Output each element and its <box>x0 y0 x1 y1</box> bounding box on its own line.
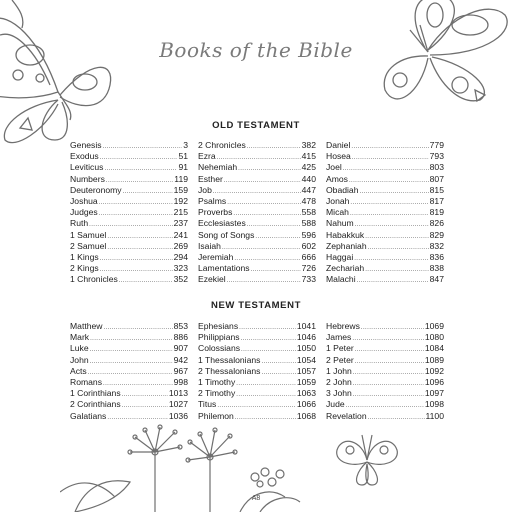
book-name: Daniel <box>326 140 351 150</box>
page-number-ref: 1098 <box>424 399 444 410</box>
book-name: Numbers <box>70 173 105 184</box>
book-name: Jeremiah <box>198 251 234 262</box>
book-name: 2 Peter <box>326 354 354 365</box>
new-testament-column-3 <box>326 321 444 422</box>
page-number-ref: 1063 <box>296 388 316 399</box>
book-name: Zechariah <box>326 263 365 274</box>
book-name: Hosea <box>326 151 351 162</box>
page-number-ref: 819 <box>429 207 444 218</box>
toc-entry <box>326 274 444 285</box>
toc-entry <box>70 230 188 241</box>
page-number-ref: 269 <box>173 240 188 251</box>
page-number-ref: 1046 <box>296 332 316 343</box>
page-title: Books of the Bible <box>159 38 353 62</box>
book-name: Psalms <box>198 195 227 206</box>
page-number-ref: 159 <box>173 184 188 195</box>
book-name: 2 Corinthians <box>70 399 121 410</box>
page-number-ref: 119 <box>174 173 188 184</box>
book-name: Joel <box>326 162 342 173</box>
book-name: Esther <box>198 173 223 184</box>
book-name: Colossians <box>198 343 241 354</box>
toc-entry <box>326 140 444 151</box>
page-number-ref: 3 <box>183 140 188 150</box>
page-number-ref: 1097 <box>424 388 444 399</box>
book-name: 3 John <box>326 388 352 399</box>
book-name: 1 Samuel <box>70 229 107 240</box>
page-number-ref: 91 <box>178 162 188 173</box>
toc-entry <box>198 332 316 343</box>
page-number-ref: 588 <box>301 218 316 229</box>
toc-entry <box>198 207 316 218</box>
toc-entry <box>70 366 188 377</box>
book-name: James <box>326 332 352 343</box>
book-name: Galatians <box>70 410 107 421</box>
toc-entry <box>198 241 316 252</box>
toc-entry <box>326 162 444 173</box>
toc-entry <box>198 252 316 263</box>
book-name: Lamentations <box>198 263 250 274</box>
toc-entry <box>198 366 316 377</box>
page-number-ref: 1059 <box>296 376 316 387</box>
book-name: Jonah <box>326 195 350 206</box>
page-number-ref: 803 <box>429 162 444 173</box>
page-number-ref: 192 <box>173 195 188 206</box>
page-number-ref: 1066 <box>296 399 316 410</box>
book-name: 2 Timothy <box>198 388 236 399</box>
book-name: Micah <box>326 207 349 218</box>
book-name: Nahum <box>326 218 354 229</box>
book-name: Nehemiah <box>198 162 238 173</box>
toc-entry <box>198 151 316 162</box>
old-testament-heading: OLD TESTAMENT <box>212 120 300 131</box>
book-name: Hebrews <box>326 321 360 331</box>
toc-entry <box>70 196 188 207</box>
page-number-ref: 815 <box>429 184 444 195</box>
toc-entry <box>326 185 444 196</box>
page-number-ref: 602 <box>301 240 316 251</box>
toc-entry <box>326 174 444 185</box>
page-number-ref: 1100 <box>425 410 444 421</box>
page-number-ref: 832 <box>429 240 444 251</box>
book-name: Proverbs <box>198 207 233 218</box>
page-number-ref: 853 <box>173 321 188 331</box>
page-number-ref: 1069 <box>424 321 444 331</box>
book-name: Genesis <box>70 140 102 150</box>
page-number-ref: 478 <box>301 195 316 206</box>
toc-entry <box>326 321 444 332</box>
toc-entry <box>70 151 188 162</box>
book-name: Job <box>198 184 212 195</box>
page-number-ref: 1041 <box>296 321 316 331</box>
book-name: Joshua <box>70 195 98 206</box>
page-number-ref: 967 <box>173 365 188 376</box>
book-name: Habakkuk <box>326 229 365 240</box>
book-name: 2 Kings <box>70 263 99 274</box>
toc-entry <box>70 355 188 366</box>
toc-entry <box>326 230 444 241</box>
book-name: Acts <box>70 365 87 376</box>
dot-leader <box>357 274 429 287</box>
old-testament-column-2 <box>198 140 316 285</box>
toc-entry <box>70 321 188 332</box>
book-name: Jude <box>326 399 345 410</box>
book-name: Ezekiel <box>198 274 226 285</box>
book-name: Romans <box>70 376 102 387</box>
page-number-ref: 425 <box>301 162 316 173</box>
toc-entry <box>198 321 316 332</box>
page-number-ref: 323 <box>173 263 188 274</box>
page-number-ref: 942 <box>173 354 188 365</box>
toc-entry <box>326 196 444 207</box>
toc-entry <box>198 411 316 422</box>
new-testament-column-1 <box>70 321 188 422</box>
toc-entry <box>198 263 316 274</box>
new-testament-column-2 <box>198 321 316 422</box>
toc-entry <box>198 162 316 173</box>
toc-entry <box>198 174 316 185</box>
page-number-ref: 1080 <box>424 332 444 343</box>
toc-entry <box>198 230 316 241</box>
page-number-ref: 352 <box>173 274 188 285</box>
page-number-ref: 382 <box>301 140 316 150</box>
page-number-ref: 440 <box>301 173 316 184</box>
book-name: Ephesians <box>198 321 239 331</box>
page-number-ref: 215 <box>173 207 188 218</box>
page-number-ref: 817 <box>429 195 444 206</box>
book-name: Ezra <box>198 151 216 162</box>
toc-entry <box>326 252 444 263</box>
book-name: John <box>70 354 89 365</box>
page-number-ref: 1084 <box>424 343 444 354</box>
dot-leader <box>227 274 301 287</box>
page-number-ref: 847 <box>429 274 444 285</box>
page-number-ref: 1096 <box>424 376 444 387</box>
toc-entry <box>70 399 188 410</box>
book-name: 2 Chronicles <box>198 140 246 150</box>
page-number-ref: 998 <box>173 376 188 387</box>
toc-entry <box>326 241 444 252</box>
page-number-ref: 415 <box>301 151 316 162</box>
book-name: Revelation <box>326 410 367 421</box>
toc-entry <box>326 388 444 399</box>
book-name: Amos <box>326 173 348 184</box>
book-name: Deuteronomy <box>70 184 122 195</box>
toc-entry <box>70 140 188 151</box>
page-number-ref: 1092 <box>424 365 444 376</box>
book-name: Mark <box>70 332 90 343</box>
new-testament-heading: NEW TESTAMENT <box>211 300 301 311</box>
toc-entry <box>326 366 444 377</box>
book-name: Luke <box>70 343 89 354</box>
page-number-ref: 826 <box>429 218 444 229</box>
book-name: Song of Songs <box>198 229 255 240</box>
book-name: Matthew <box>70 321 103 331</box>
page-number-ref: 1013 <box>168 388 188 399</box>
page-number-ref: 793 <box>429 151 444 162</box>
toc-entry <box>70 332 188 343</box>
page-number-ref: 1027 <box>168 399 188 410</box>
toc-entry <box>198 388 316 399</box>
page-number-ref: 241 <box>173 229 188 240</box>
toc-entry <box>70 174 188 185</box>
book-name: 2 Thessalonians <box>198 365 261 376</box>
toc-entry <box>198 140 316 151</box>
toc-entry <box>198 377 316 388</box>
page-number-ref: 807 <box>429 173 444 184</box>
toc-entry <box>198 399 316 410</box>
book-name: 1 Kings <box>70 251 99 262</box>
toc-entry <box>198 274 316 285</box>
page-number-ref: 51 <box>178 151 188 162</box>
toc-entry <box>198 355 316 366</box>
book-name: Ruth <box>70 218 89 229</box>
book-name: Zephaniah <box>326 240 367 251</box>
book-name: 1 Chronicles <box>70 274 118 285</box>
page-number-ref: 836 <box>429 251 444 262</box>
toc-entry <box>70 185 188 196</box>
page-number-ref: 1036 <box>168 410 188 421</box>
toc-entry <box>198 218 316 229</box>
toc-entry <box>198 343 316 354</box>
old-testament-column-1 <box>70 140 188 285</box>
page-number-ref: 886 <box>173 332 188 343</box>
page-number-ref: 733 <box>301 274 316 285</box>
book-name: Obadiah <box>326 184 359 195</box>
page-number-ref: 1089 <box>424 354 444 365</box>
dot-leader <box>107 411 168 424</box>
toc-entry <box>70 207 188 218</box>
page-number-ref: 237 <box>173 218 188 229</box>
book-name: 2 John <box>326 376 352 387</box>
page-number-ref: 294 <box>173 251 188 262</box>
page-number-ref: 726 <box>301 263 316 274</box>
toc-entry <box>70 377 188 388</box>
book-name: 1 John <box>326 365 352 376</box>
toc-entry <box>70 162 188 173</box>
toc-entry <box>326 399 444 410</box>
toc-entry <box>198 185 316 196</box>
toc-entry <box>70 274 188 285</box>
book-name: 2 Samuel <box>70 240 107 251</box>
page-number-ref: 596 <box>301 229 316 240</box>
book-name: Exodus <box>70 151 99 162</box>
book-name: Malachi <box>326 274 356 285</box>
book-name: 1 Corinthians <box>70 388 121 399</box>
book-name: 1 Thessalonians <box>198 354 261 365</box>
dot-leader <box>235 411 296 424</box>
toc-entry <box>326 332 444 343</box>
book-name: Philemon <box>198 410 234 421</box>
page-number-ref: 1068 <box>296 410 316 421</box>
toc-entry <box>70 388 188 399</box>
dot-leader <box>368 411 425 424</box>
toc-entry <box>326 151 444 162</box>
toc-entry <box>326 411 444 422</box>
page-number-ref: 1057 <box>296 365 316 376</box>
page-number-ref: 558 <box>301 207 316 218</box>
page-number-ref: 447 <box>301 184 316 195</box>
book-name: 1 Timothy <box>198 376 236 387</box>
book-name: Haggai <box>326 251 354 262</box>
toc-entry <box>326 263 444 274</box>
toc-entry <box>70 218 188 229</box>
page-number: A8 <box>251 495 261 502</box>
toc-entry <box>70 263 188 274</box>
book-name: Philippians <box>198 332 240 343</box>
book-name: 1 Peter <box>326 343 354 354</box>
page-number-ref: 907 <box>173 343 188 354</box>
toc-entry <box>326 218 444 229</box>
toc-entry <box>70 411 188 422</box>
page-number-ref: 1054 <box>296 354 316 365</box>
toc-entry <box>326 343 444 354</box>
book-name: Judges <box>70 207 98 218</box>
book-name: Leviticus <box>70 162 104 173</box>
toc-entry <box>326 207 444 218</box>
toc-entry <box>70 252 188 263</box>
toc-entry <box>326 377 444 388</box>
book-name: Ecclesiastes <box>198 218 246 229</box>
toc-entry <box>198 196 316 207</box>
toc-entry <box>326 355 444 366</box>
page-number-ref: 666 <box>301 251 316 262</box>
toc-entry <box>70 241 188 252</box>
page-number-ref: 1050 <box>296 343 316 354</box>
small-butterfly-illustration <box>332 430 402 490</box>
old-testament-column-3 <box>326 140 444 285</box>
book-name: Titus <box>198 399 217 410</box>
page-number-ref: 779 <box>429 140 444 150</box>
page-number-ref: 838 <box>429 263 444 274</box>
book-name: Isaiah <box>198 240 221 251</box>
toc-entry <box>70 343 188 354</box>
dot-leader <box>119 274 173 287</box>
page-number-ref: 829 <box>429 229 444 240</box>
